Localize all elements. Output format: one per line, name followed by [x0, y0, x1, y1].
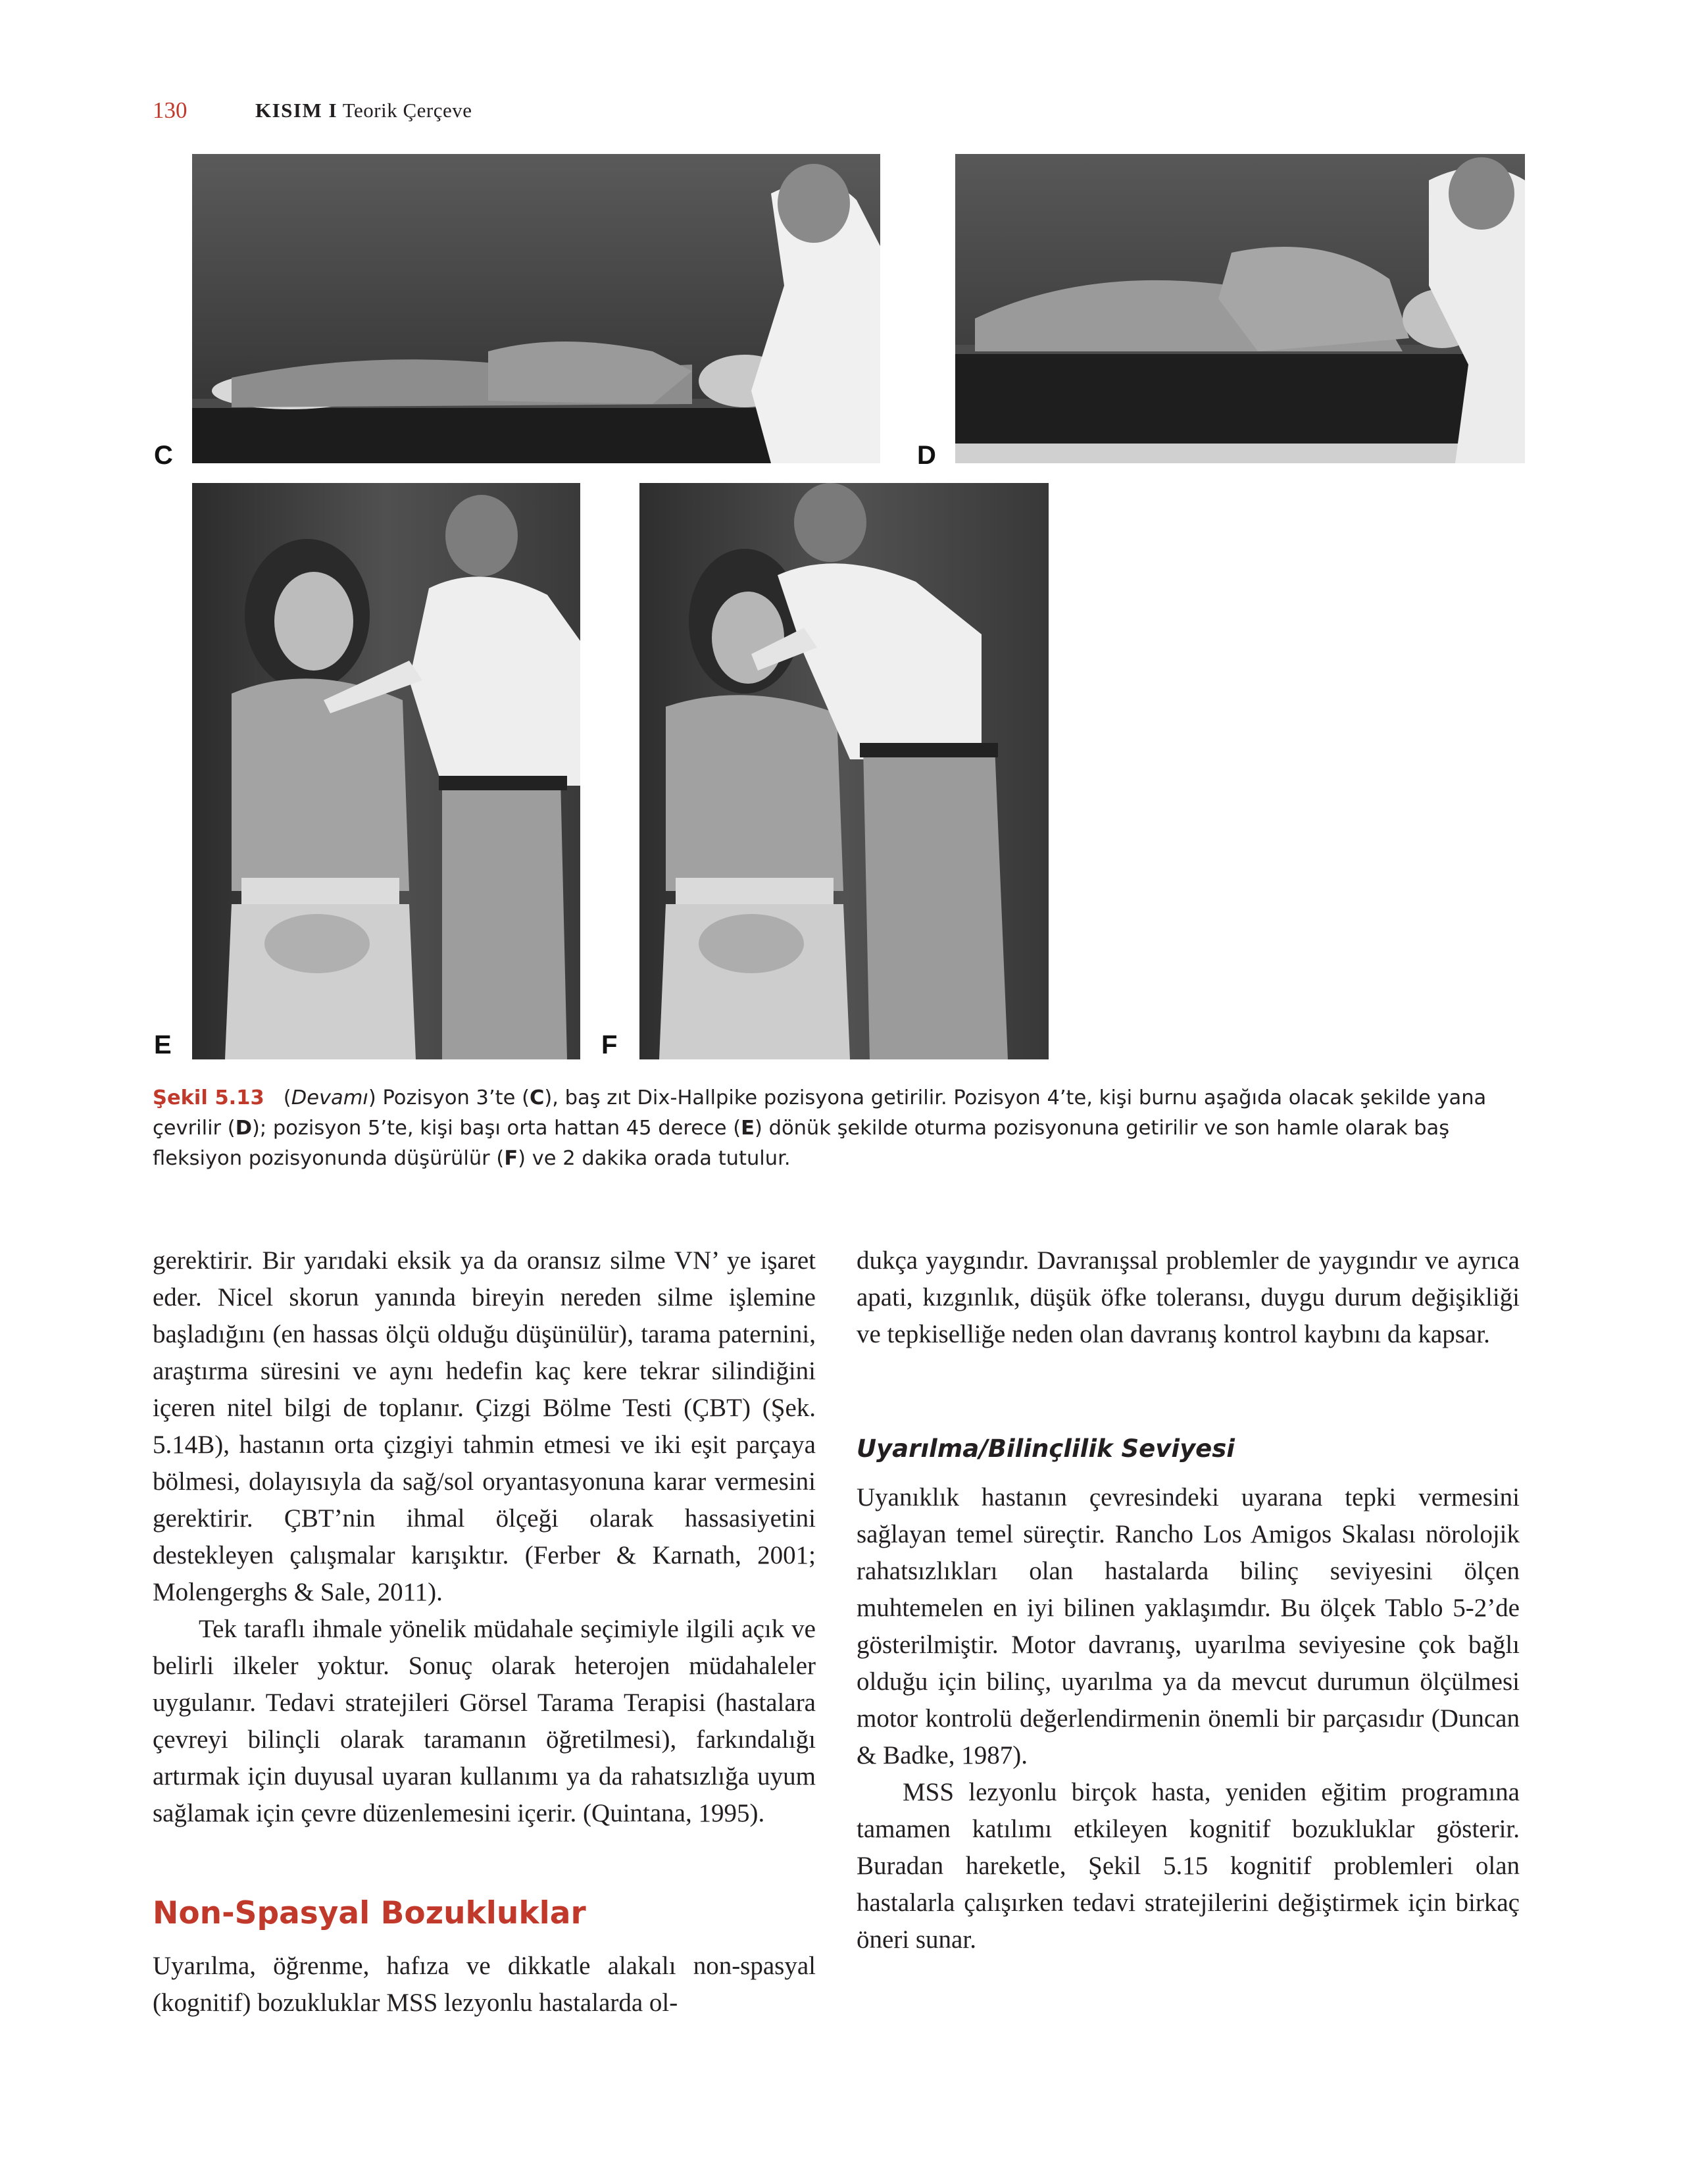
caption-text: ) ve 2 dakika orada tutulur.: [518, 1147, 791, 1170]
page-number: 130: [153, 97, 187, 123]
continued-label: Devamı: [291, 1086, 368, 1109]
photo-panel-e: [192, 483, 580, 1059]
right-column: [857, 1242, 1520, 1353]
figure-caption: Şekil 5.13 (Devamı) Pozisyon 3’te (C), baş zıt Dix-Hallpike pozisyona getirilir. Pozisyon 4’te, kişi burnu aşağıda olacak şekilde yana çevrilir (D); pozisyon 5’te, kişi başı orta hattan 45 derece (E) dönük şekilde oturma pozisyonuna getirilir ve son hamle olarak baş fleksiyon pozisyonunda düşürülür (F) ve 2 dakika orada tutulur.: [153, 1086, 1487, 1170]
caption-ref-f: F: [504, 1147, 518, 1170]
photo-panel-d: [955, 154, 1525, 463]
body-paragraph: gerektirir. Bir yarıdaki eksik ya da oransız silme VN’ ye işaret eder. Nicel skorun yanında bireyin nereden silme işlemine başladığını (en hassas ölçü olduğu düşünülür), tarama paternini, araştırma süresini ve aynı hedefin kaç kere tekrar silindiğini içeren nitel bilgi de toplanır. Çizgi Bölme Testi (ÇBT) (Şek. 5.14B), hastanın orta çizgiyi tahmin etmesi ve iki eşit parçaya bölmesi, dolayısıyla da sağ/sol oryantasyonuna karar vermesini gerektirir. ÇBT’nin ihmal ölçeği olarak hassasiyetini destekleyen çalışmalar karışıktır. (Ferber & Karnath, 2001; Molengerghs & Sale, 2011).: [153, 1246, 816, 1606]
body-paragraph: Uyanıklık hastanın çevresindeki uyarana tepki vermesini sağlayan temel süreçtir. Rancho Los Amigos Skalası nörolojik rahatsızlıkları olan hastalarda bilinç seviyesini ölçen muhtemelen en iyi bilinen yaklaşımdır. Bu ölçek Tablo 5-2’de gösterilmiştir. Motor davranış, uyarılma seviyesine çok bağlı olduğu için bilinç, uyarılma ya da mevcut durumun ölçülmesi motor kontrolü değerlendirmenin önemli bir parçasıdır (Duncan & Badke, 1987).: [857, 1483, 1520, 1769]
photo-panel-f: [639, 483, 1049, 1059]
caption-text: ), baş zıt Dix-Hallpike pozisyona getirilir. Pozisyon 4’te, kişi burnu aşağıda olacak şekilde yana çevrilir (: [153, 1086, 1487, 1140]
left-column: [153, 1242, 816, 1832]
photo-panel-c: [192, 154, 880, 463]
caption-ref-d: D: [235, 1117, 253, 1140]
body-paragraph: Uyarılma, öğrenme, hafıza ve dikkatle alakalı non-spasyal (kognitif) bozukluklar MSS lezyonlu hastalarda ol-: [153, 1952, 816, 2017]
caption-text: ); pozisyon 5’te, kişi başı orta hattan 45 derece (: [252, 1117, 741, 1140]
body-paragraph: Tek taraflı ihmale yönelik müdahale seçimiyle ilgili açık ve belirli ilkeler yoktur. Sonuç olarak heterojen müdahaleler uygulanır. Tedavi stratejileri Görsel Tarama Terapisi (hastalara çevreyi bilinçli olarak taramanın öğretilmesi), farkındalığı artırmak için duyusal uyaran kullanımı ya da rahatsızlığa uyum sağlamak için çevre düzenlemesini içerir. (Quintana, 1995).: [153, 1615, 816, 1827]
part-label: KISIM I: [255, 99, 338, 122]
caption-text: ) dönük şekilde oturma pozisyonuna getirilir ve son hamle olarak baş fleksiyon pozisyonunda düşürülür (: [153, 1117, 1450, 1170]
subsection-heading: Uyarılma/Bilinçlilik Seviyesi: [857, 1435, 1235, 1463]
caption-ref-e: E: [741, 1117, 755, 1140]
panel-label-d: D: [917, 441, 936, 470]
part-title: Teorik Çerçeve: [342, 99, 472, 122]
body-paragraph: dukça yaygındır. Davranışsal problemler de yaygındır ve ayrıca apati, kızgınlık, düşük öfke toleransı, duygu durum değişikliği ve tepkiselliğe neden olan davranış kontrol kaybını da kapsar.: [857, 1246, 1520, 1348]
caption-text: ) Pozisyon 3’te (: [368, 1086, 530, 1109]
panel-label-c: C: [154, 441, 173, 470]
left-column-continued: [153, 1948, 816, 2021]
body-paragraph: MSS lezyonlu birçok hasta, yeniden eğitim programına tamamen katılımı etkileyen kognitif bozukluklar gösterir. Buradan hareketle, Şekil 5.15 kognitif problemleri olan hastalarla çalışırken tedavi stratejilerini değiştirmek için birkaç öneri sunar.: [857, 1778, 1520, 1954]
section-heading: Non-Spasyal Bozukluklar: [153, 1895, 586, 1931]
caption-ref-c: C: [529, 1086, 545, 1109]
panel-label-e: E: [154, 1030, 172, 1059]
right-column-continued: [857, 1479, 1520, 1958]
running-head: [255, 99, 472, 122]
panel-label-f: F: [601, 1030, 618, 1059]
figure-number: Şekil 5.13: [153, 1086, 264, 1109]
